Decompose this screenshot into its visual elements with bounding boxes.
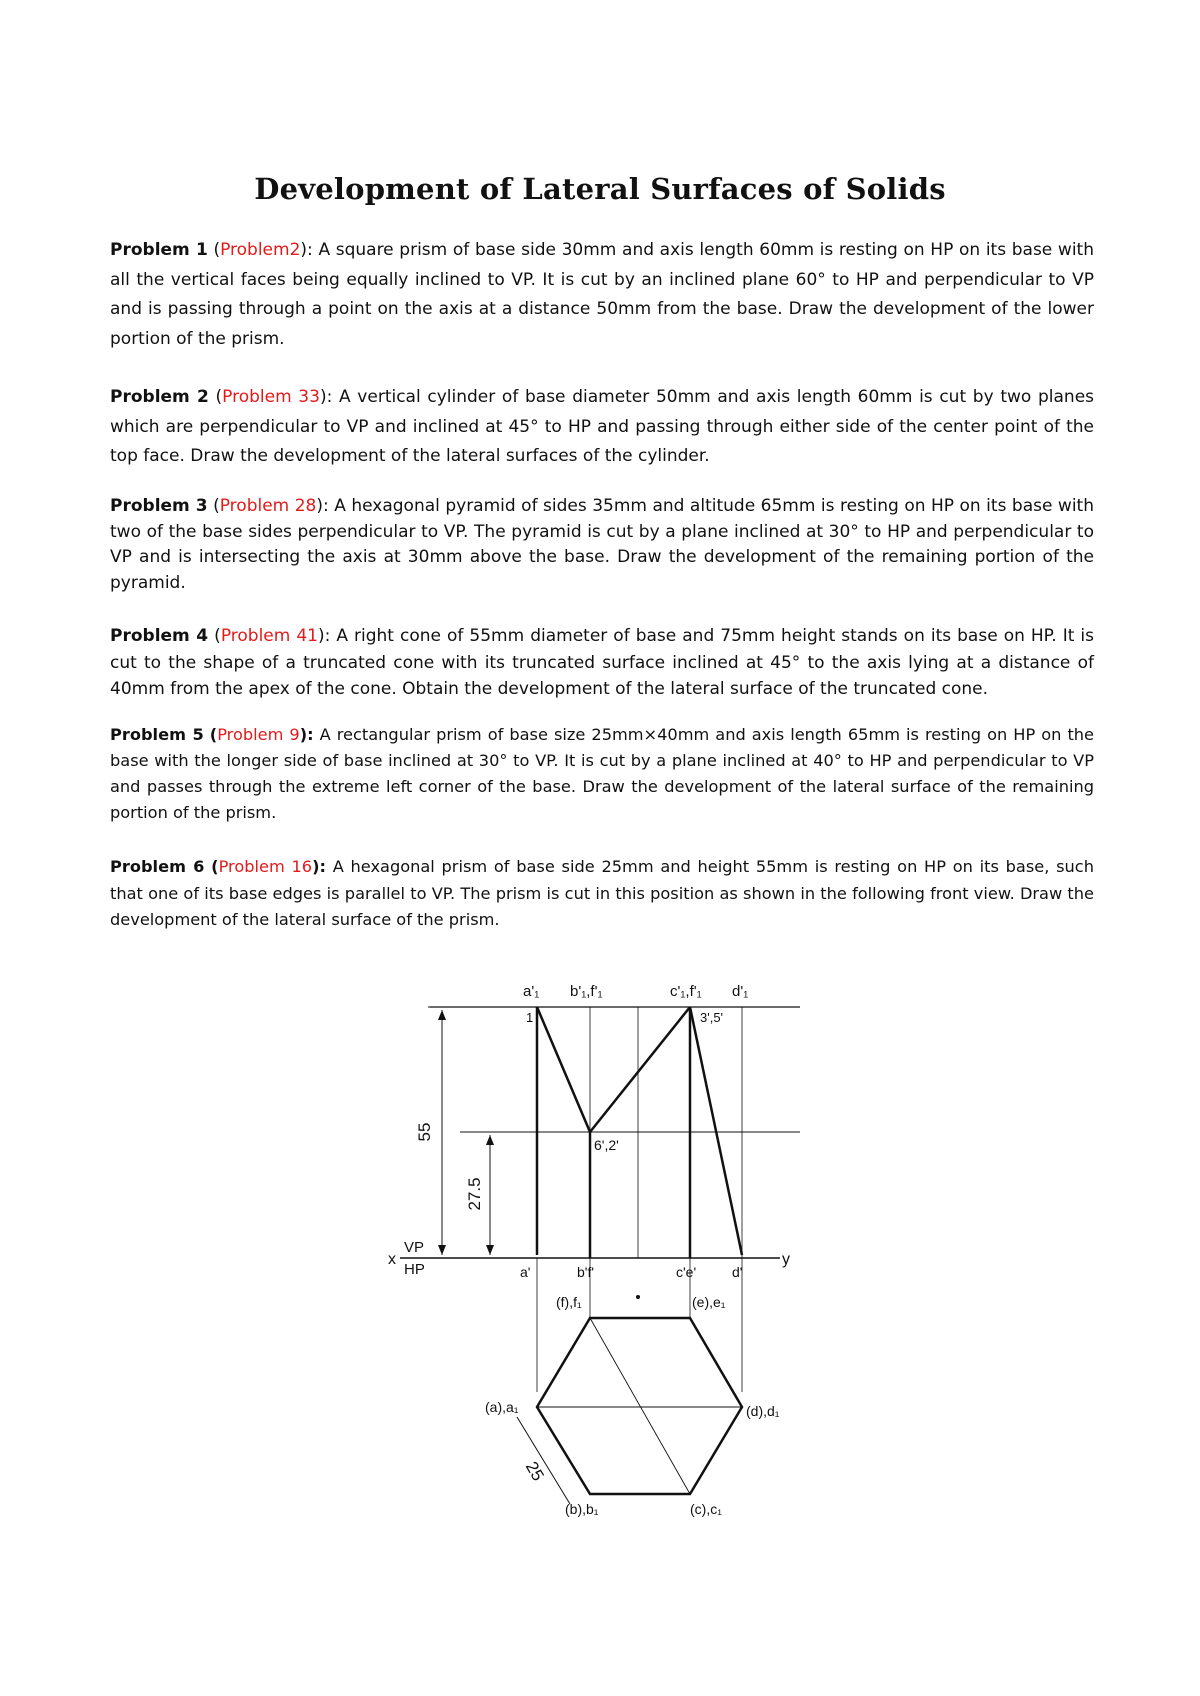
centre-dot xyxy=(636,1295,640,1299)
dim-25-line xyxy=(517,1417,570,1504)
problem-5: Problem 5 (Problem 9): A rectangular prism of base size 25mm×40mm and axis length 65mm is resting on HP on the base with the longer side of base inclined at 30° to VP. It is cut by a plane inclined at 40° to HP and perpendicular to VP and passes through the extreme left corner of the base. Draw the development of the lateral surface of the remaining portion of the prism. xyxy=(110,725,1095,822)
hexagonal-prism-projection-figure xyxy=(380,972,820,1552)
label-point-3-5: 3',5' xyxy=(700,1010,724,1025)
dim-arrow xyxy=(438,1010,446,1020)
label-d-prime: d' xyxy=(732,1264,743,1280)
dim-55-label: 55 xyxy=(415,1122,434,1142)
label-plan-f: (f),f₁ xyxy=(556,1294,582,1310)
label-plan-d: (d),d₁ xyxy=(746,1403,780,1419)
problem-text: A rectangular prism of base size 25mm×40mm and axis length 65mm is resting on HP on the base with the longer side of base inclined at 30° to VP. It is cut by a plane inclined at 40° to HP and perpendicular to VP and passes through the extreme left corner of the base. Draw the development of the lateral surface of the remaining portion of the prism. xyxy=(110,725,1095,822)
cut-edge-2 xyxy=(590,1007,690,1132)
label-b1f1-prime: b'₁,f'₁ xyxy=(570,983,603,1000)
dim-arrow xyxy=(486,1135,494,1145)
label-y: y xyxy=(782,1251,790,1268)
problem-text: A square prism of base side 30mm and axis length 60mm is resting on HP on its base with all the vertical faces being equally inclined to VP. It is cut by an inclined plane 60° to HP and perpendicular to VP and is passing through a point on the axis at a distance 50mm from the base. Draw the development of the lower portion of the prism. xyxy=(110,240,1094,349)
problem-reference: Problem 41 xyxy=(220,626,318,646)
problem-reference: Problem 33 xyxy=(222,387,320,407)
label-a1-prime: a'₁ xyxy=(523,983,540,1000)
label-plan-a: (a),a₁ xyxy=(485,1399,519,1415)
problem-4: Problem 4 (Problem 41): A right cone of 55mm diameter of base and 75mm height stands on its base on HP. It is cut to the shape of a truncated cone with its truncated surface inclined at 45° to the axis lying at a distance of 40mm from the apex of the cone. Obtain the development of the lateral surface of the truncated cone. xyxy=(110,626,1095,699)
problem-label: Problem 2 xyxy=(110,387,209,407)
problem-reference: Problem 9 xyxy=(217,725,300,744)
problem-text: A right cone of 55mm diameter of base and 75mm height stands on its base on HP. It is cut to the shape of a truncated cone with its truncated surface inclined at 45° to the axis lying at a distance of 40mm from the apex of the cone. Obtain the development of the lateral surface of the truncated cone. xyxy=(110,626,1095,699)
label-plan-c: (c),c₁ xyxy=(690,1501,722,1517)
problem-text: A hexagonal pyramid of sides 35mm and altitude 65mm is resting on HP on its base with two of the base sides perpendicular to VP. The pyramid is cut by a plane inclined at 30° to HP and perpendicular to VP and is intersecting the axis at 30mm above the base. Draw the development of the remaining portion of the pyramid. xyxy=(110,496,1094,593)
problem-1: Problem 1 (Problem2): A square prism of base side 30mm and axis length 60mm is resting on HP on its base with all the vertical faces being equally inclined to VP. It is cut by an inclined plane 60° to HP and perpendicular to VP and is passing through a point on the axis at a distance 50mm from the base. Draw the development of the lower portion of the prism. xyxy=(110,240,1094,349)
dim-arrow xyxy=(486,1245,494,1255)
label-c-e-prime: c'e' xyxy=(676,1264,697,1280)
problem-reference: Problem2 xyxy=(220,240,301,260)
label-plan-b: (b),b₁ xyxy=(565,1501,599,1517)
problem-label: Problem 6 xyxy=(110,857,205,876)
label-plan-e: (e),e₁ xyxy=(692,1294,726,1310)
label-point-6-2: 6',2' xyxy=(594,1137,619,1153)
problem-label: Problem 1 xyxy=(110,240,208,260)
dim-25-label: 25 xyxy=(521,1458,548,1485)
problem-text: A hexagonal prism of base side 25mm and height 55mm is resting on HP on its base, such that one of its base edges is parallel to VP. The prism is cut in this position as shown in the following front view. Draw the development of the lateral surface of the prism. xyxy=(110,857,1094,929)
problem-reference: Problem 16 xyxy=(218,857,313,876)
label-d1-prime: d'₁ xyxy=(732,983,749,1000)
problem-label: Problem 4 xyxy=(110,626,209,646)
problem-reference: Problem 28 xyxy=(219,496,317,516)
label-b-f-prime: b'f' xyxy=(577,1264,595,1280)
page-title: Development of Lateral Surfaces of Solids xyxy=(254,172,946,206)
label-vp: VP xyxy=(404,1239,425,1256)
cut-edge-1 xyxy=(537,1007,590,1132)
problem-label: Problem 3 xyxy=(110,496,208,516)
dim-27-5-label: 27.5 xyxy=(465,1177,484,1211)
problem-3: Problem 3 (Problem 28): A hexagonal pyramid of sides 35mm and altitude 65mm is resting on HP on its base with two of the base sides perpendicular to VP. The pyramid is cut by a plane inclined at 30° to HP and perpendicular to VP and is intersecting the axis at 30mm above the base. Draw the development of the remaining portion of the pyramid. xyxy=(110,496,1094,593)
label-point-1: 1 xyxy=(526,1010,534,1025)
label-x: x xyxy=(388,1251,396,1268)
problem-label: Problem 5 xyxy=(110,725,204,744)
plan-diagonal-slant xyxy=(590,1318,690,1494)
cut-edge-3 xyxy=(690,1007,742,1255)
problem-text: A vertical cylinder of base diameter 50mm and axis length 60mm is cut by two planes which are perpendicular to VP and inclined at 45° to HP and passing through either side of the center point of the top face. Draw the development of the lateral surfaces of the cylinder. xyxy=(110,387,1095,466)
problem-6: Problem 6 (Problem 16): A hexagonal prism of base side 25mm and height 55mm is resting on HP on its base, such that one of its base edges is parallel to VP. The prism is cut in this position as shown in the following front view. Draw the development of the lateral surface of the prism. xyxy=(110,857,1094,929)
problem-2: Problem 2 (Problem 33): A vertical cylinder of base diameter 50mm and axis length 60mm is cut by two planes which are perpendicular to VP and inclined at 45° to HP and passing through either side of the center point of the top face. Draw the development of the lateral surfaces of the cylinder. xyxy=(110,387,1095,466)
label-c1f1-prime: c'₁,f'₁ xyxy=(670,983,702,1000)
label-a-prime: a' xyxy=(520,1264,531,1280)
label-hp: HP xyxy=(404,1261,425,1278)
dim-arrow xyxy=(438,1245,446,1255)
